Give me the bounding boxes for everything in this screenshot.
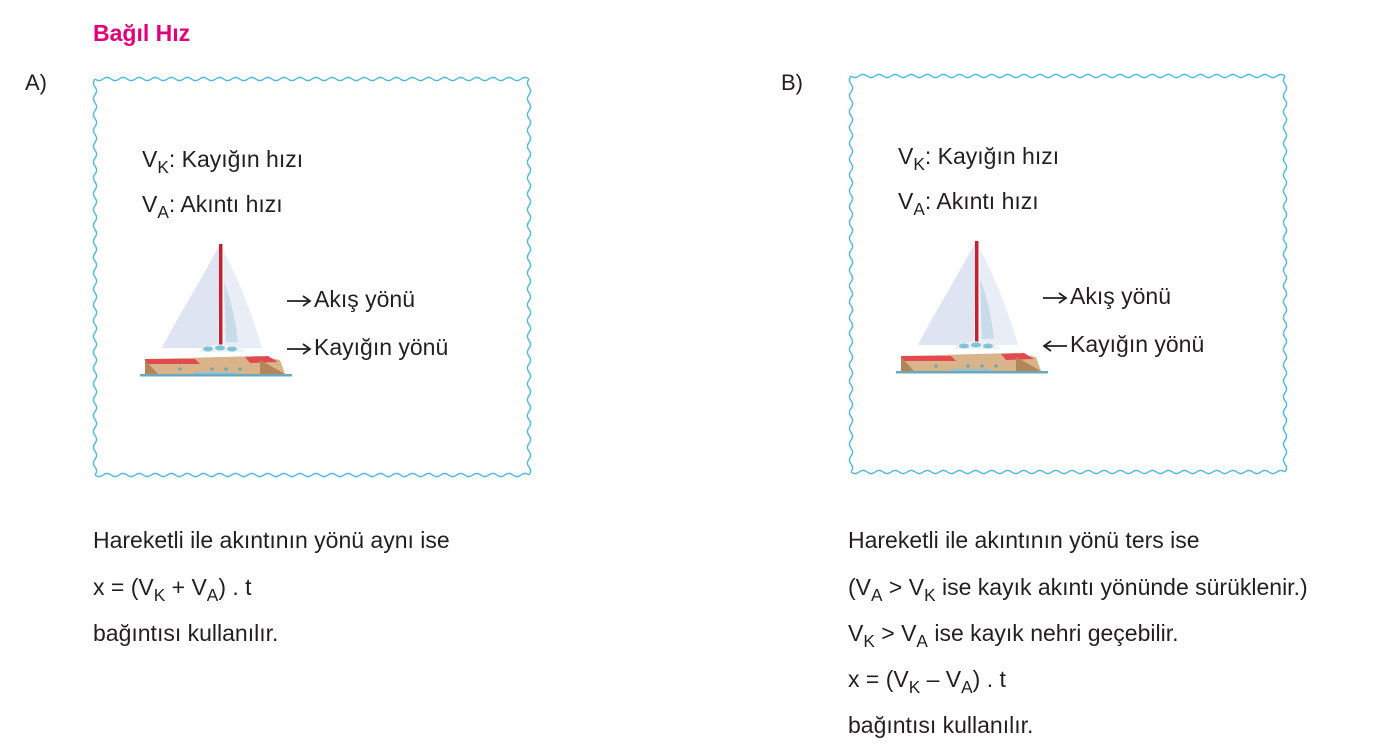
panel-b-label: B)	[781, 70, 803, 95]
right-arrow-icon	[286, 334, 314, 361]
velocity-symbol: V	[898, 143, 914, 169]
velocity-symbol: V	[898, 188, 914, 214]
legend-current-speed	[898, 188, 1039, 220]
panel-a-line3: bağıntısı kullanılır.	[93, 620, 279, 646]
legend-text: : Kayığın hızı	[924, 143, 1060, 169]
sailboat-illustration	[140, 242, 292, 386]
panel-a-frame	[92, 76, 532, 478]
direction-label: Akış yönü	[314, 286, 415, 312]
right-arrow-icon	[1042, 283, 1070, 310]
velocity-subscript: K	[157, 157, 169, 178]
legend-text: : Kayığın hızı	[168, 146, 304, 172]
direction-label: Kayığın yönü	[314, 334, 449, 360]
velocity-symbol: V	[142, 191, 158, 217]
section-title: Bağıl Hız	[93, 20, 191, 46]
legend-boat-speed	[898, 143, 1060, 175]
legend-boat-speed	[142, 146, 304, 178]
velocity-subscript: K	[913, 154, 925, 175]
panel-b-cond2: $V_K > V_A$ ise kayık nehri geçebilir.	[848, 620, 1179, 652]
flow-direction	[286, 286, 415, 313]
velocity-subscript: A	[913, 199, 925, 220]
boat-direction	[1042, 331, 1204, 358]
panel-b-cond1: ($V_A > V_K$ ise kayık akıntı yönünde sürüklenir.)	[848, 574, 1308, 606]
panel-a-formula: $x = (V_K + V_A)$ . t	[93, 574, 252, 606]
legend-text: : Akıntı hızı	[924, 188, 1039, 214]
direction-label: Kayığın yönü	[1070, 331, 1205, 357]
boat-direction	[286, 334, 448, 361]
panel-a-label: A)	[25, 70, 47, 95]
panel-b-line5: bağıntısı kullanılır.	[848, 712, 1034, 738]
left-arrow-icon	[1042, 331, 1070, 358]
sailboat-illustration	[896, 239, 1048, 383]
direction-label: Akış yönü	[1070, 283, 1171, 309]
flow-direction	[1042, 283, 1171, 310]
panel-b-formula: $x = (V_K - V_A)$ . t	[848, 666, 1006, 698]
panel-a-line1: Hareketli ile akıntının yönü aynı ise	[93, 527, 450, 553]
right-arrow-icon	[286, 286, 314, 313]
panel-b-frame	[848, 73, 1288, 475]
velocity-subscript: A	[157, 202, 169, 223]
velocity-symbol: V	[142, 146, 158, 172]
legend-current-speed	[142, 191, 283, 223]
panel-b-line1: Hareketli ile akıntının yönü ters ise	[848, 527, 1200, 553]
legend-text: : Akıntı hızı	[168, 191, 283, 217]
